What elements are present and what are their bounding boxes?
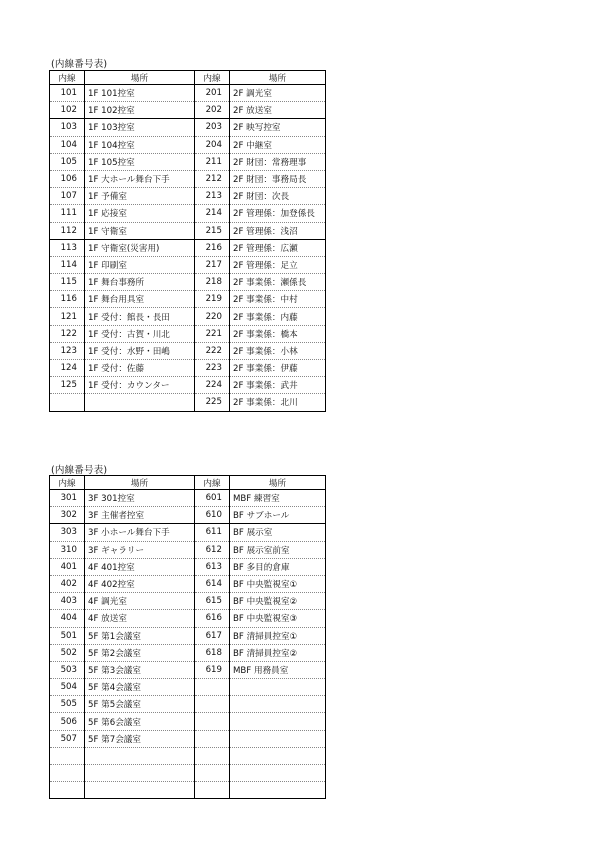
extension-number-cell xyxy=(195,747,230,764)
extension-number-cell xyxy=(195,765,230,782)
extension-number-cell: 215 xyxy=(195,222,230,239)
extension-number-cell: 507 xyxy=(50,730,85,747)
extension-number-cell xyxy=(195,696,230,713)
location-cell: 2F 管理係：浅沼 xyxy=(230,222,326,239)
extension-number-cell: 506 xyxy=(50,713,85,730)
location-cell: 1F 印刷室 xyxy=(85,256,195,273)
location-cell: BF 展示室 xyxy=(230,524,326,541)
location-cell: 1F 守衛室(災害用) xyxy=(85,239,195,256)
location-cell: BF 展示室前室 xyxy=(230,541,326,558)
extension-number-cell xyxy=(195,679,230,696)
extension-number-cell: 217 xyxy=(195,256,230,273)
location-cell: 5F 第3会議室 xyxy=(85,661,195,678)
extension-number-cell: 219 xyxy=(195,291,230,308)
table-row xyxy=(50,782,326,799)
location-cell xyxy=(85,394,195,411)
extension-number-cell: 220 xyxy=(195,308,230,325)
extension-number-cell: 111 xyxy=(50,205,85,222)
extension-number-cell: 214 xyxy=(195,205,230,222)
table-row xyxy=(50,274,326,291)
location-cell: 3F 301控室 xyxy=(85,490,195,507)
location-cell: 1F 105控室 xyxy=(85,153,195,170)
location-cell: 1F 受付：古賀・川北 xyxy=(85,325,195,342)
extension-number-cell: 223 xyxy=(195,360,230,377)
extension-number-cell: 618 xyxy=(195,644,230,661)
extension-number-cell xyxy=(195,730,230,747)
extension-number-cell xyxy=(195,713,230,730)
table-row xyxy=(50,661,326,678)
location-cell: 2F 放送室 xyxy=(230,102,326,119)
extension-number-cell: 601 xyxy=(195,490,230,507)
extension-number-cell: 218 xyxy=(195,274,230,291)
location-cell: 1F 101控室 xyxy=(85,85,195,102)
header-place: 場所 xyxy=(85,71,195,85)
location-cell: 2F 財団：次長 xyxy=(230,188,326,205)
header-place: 場所 xyxy=(230,476,326,490)
extension-number-cell xyxy=(50,765,85,782)
location-cell: 1F 大ホール舞台下手 xyxy=(85,170,195,187)
extension-number-cell: 221 xyxy=(195,325,230,342)
location-cell: 1F 102控室 xyxy=(85,102,195,119)
location-cell: 2F 事業係：伊藤 xyxy=(230,360,326,377)
table-row xyxy=(50,291,326,308)
extension-number-cell: 611 xyxy=(195,524,230,541)
extension-number-cell: 204 xyxy=(195,136,230,153)
location-cell: 5F 第6会議室 xyxy=(85,713,195,730)
table-row xyxy=(50,222,326,239)
extension-number-cell: 103 xyxy=(50,119,85,136)
header-extension: 内線 xyxy=(50,476,85,490)
location-cell: 4F 401控室 xyxy=(85,558,195,575)
extension-number-cell: 115 xyxy=(50,274,85,291)
extension-number-cell: 612 xyxy=(195,541,230,558)
location-cell: 2F 財団：常務理事 xyxy=(230,153,326,170)
location-cell: 1F 守衛室 xyxy=(85,222,195,239)
table-row xyxy=(50,558,326,575)
extension-number-cell: 617 xyxy=(195,627,230,644)
extension-number-cell: 216 xyxy=(195,239,230,256)
extension-number-cell: 224 xyxy=(195,377,230,394)
header-extension: 内線 xyxy=(50,71,85,85)
location-cell: 2F 管理係：加登係長 xyxy=(230,205,326,222)
location-cell xyxy=(230,679,326,696)
location-cell: 3F 主催者控室 xyxy=(85,507,195,524)
location-cell xyxy=(230,696,326,713)
extension-number-cell: 105 xyxy=(50,153,85,170)
extension-table-1 xyxy=(49,70,326,412)
table-row xyxy=(50,360,326,377)
location-cell: 1F 舞台用具室 xyxy=(85,291,195,308)
extension-number-cell: 116 xyxy=(50,291,85,308)
location-cell: 5F 第4会議室 xyxy=(85,679,195,696)
extension-number-cell: 212 xyxy=(195,170,230,187)
table-row xyxy=(50,575,326,592)
location-cell: 2F 管理係：足立 xyxy=(230,256,326,273)
table-row xyxy=(50,136,326,153)
extension-number-cell xyxy=(195,782,230,799)
location-cell: 5F 第1会議室 xyxy=(85,627,195,644)
location-cell: 2F 事業係：武井 xyxy=(230,377,326,394)
table-row xyxy=(50,679,326,696)
location-cell: BF 清掃員控室① xyxy=(230,627,326,644)
extension-number-cell: 203 xyxy=(195,119,230,136)
table-row xyxy=(50,730,326,747)
table-row xyxy=(50,153,326,170)
table-row xyxy=(50,524,326,541)
location-cell: 1F 受付：佐藤 xyxy=(85,360,195,377)
table-row xyxy=(50,593,326,610)
table-row xyxy=(50,747,326,764)
location-cell: 5F 第7会議室 xyxy=(85,730,195,747)
location-cell: 1F 応接室 xyxy=(85,205,195,222)
extension-number-cell: 125 xyxy=(50,377,85,394)
extension-number-cell: 112 xyxy=(50,222,85,239)
table-header-row xyxy=(50,476,326,490)
header-extension: 内線 xyxy=(195,476,230,490)
location-cell: MBF 練習室 xyxy=(230,490,326,507)
extension-number-cell: 614 xyxy=(195,575,230,592)
extension-number-cell: 402 xyxy=(50,575,85,592)
location-cell: 1F 予備室 xyxy=(85,188,195,205)
location-cell: BF 清掃員控室② xyxy=(230,644,326,661)
extension-number-cell: 502 xyxy=(50,644,85,661)
table-row xyxy=(50,325,326,342)
location-cell: 2F 調光室 xyxy=(230,85,326,102)
location-cell: 2F 財団：事務局長 xyxy=(230,170,326,187)
location-cell xyxy=(230,713,326,730)
extension-number-cell xyxy=(50,394,85,411)
table-row xyxy=(50,119,326,136)
extension-number-cell: 501 xyxy=(50,627,85,644)
table-row xyxy=(50,342,326,359)
extension-number-cell: 222 xyxy=(195,342,230,359)
location-cell: 1F 受付：カウンター xyxy=(85,377,195,394)
table-row xyxy=(50,696,326,713)
location-cell: 1F 受付：館長・長田 xyxy=(85,308,195,325)
extension-number-cell: 403 xyxy=(50,593,85,610)
location-cell: BF 中央監視室② xyxy=(230,593,326,610)
location-cell: 2F 事業係：北川 xyxy=(230,394,326,411)
table-row xyxy=(50,256,326,273)
location-cell: 5F 第5会議室 xyxy=(85,696,195,713)
extension-number-cell: 613 xyxy=(195,558,230,575)
extension-number-cell: 401 xyxy=(50,558,85,575)
extension-table-2 xyxy=(49,475,326,799)
table-row xyxy=(50,507,326,524)
extension-number-cell: 202 xyxy=(195,102,230,119)
table-row xyxy=(50,308,326,325)
table-row xyxy=(50,102,326,119)
location-cell: 3F ギャラリー xyxy=(85,541,195,558)
table-row xyxy=(50,85,326,102)
location-cell: 1F 受付：水野・田嶋 xyxy=(85,342,195,359)
extension-number-cell: 616 xyxy=(195,610,230,627)
table-row xyxy=(50,541,326,558)
location-cell xyxy=(230,782,326,799)
extension-number-cell: 619 xyxy=(195,661,230,678)
extension-number-cell: 503 xyxy=(50,661,85,678)
table-row xyxy=(50,627,326,644)
location-cell: 3F 小ホール舞台下手 xyxy=(85,524,195,541)
header-place: 場所 xyxy=(85,476,195,490)
location-cell: 1F 舞台事務所 xyxy=(85,274,195,291)
table-row xyxy=(50,644,326,661)
table-row xyxy=(50,610,326,627)
extension-number-cell: 201 xyxy=(195,85,230,102)
location-cell: 4F 調光室 xyxy=(85,593,195,610)
extension-number-cell: 302 xyxy=(50,507,85,524)
location-cell xyxy=(85,747,195,764)
extension-number-cell: 123 xyxy=(50,342,85,359)
location-cell: 2F 事業係：瀬係長 xyxy=(230,274,326,291)
location-cell: 2F 事業係：内藤 xyxy=(230,308,326,325)
location-cell: 2F 管理係：広瀬 xyxy=(230,239,326,256)
extension-number-cell: 404 xyxy=(50,610,85,627)
location-cell: 2F 映写控室 xyxy=(230,119,326,136)
location-cell: 1F 103控室 xyxy=(85,119,195,136)
table-row xyxy=(50,490,326,507)
extension-number-cell: 303 xyxy=(50,524,85,541)
location-cell xyxy=(230,765,326,782)
location-cell xyxy=(230,730,326,747)
location-cell xyxy=(230,747,326,764)
location-cell: 4F 放送室 xyxy=(85,610,195,627)
header-place: 場所 xyxy=(230,71,326,85)
extension-number-cell: 101 xyxy=(50,85,85,102)
extension-number-cell xyxy=(50,782,85,799)
location-cell: MBF 用務員室 xyxy=(230,661,326,678)
location-cell: BF 多目的倉庫 xyxy=(230,558,326,575)
table-row xyxy=(50,170,326,187)
extension-number-cell: 121 xyxy=(50,308,85,325)
location-cell: 5F 第2会議室 xyxy=(85,644,195,661)
extension-number-cell: 124 xyxy=(50,360,85,377)
table2-caption: (内線番号表) xyxy=(51,465,108,476)
table-header-row xyxy=(50,71,326,85)
extension-number-cell: 310 xyxy=(50,541,85,558)
table-row xyxy=(50,713,326,730)
location-cell: 2F 事業係：橋本 xyxy=(230,325,326,342)
table-row xyxy=(50,239,326,256)
location-cell: 2F 事業係：小林 xyxy=(230,342,326,359)
table-row xyxy=(50,765,326,782)
table-row xyxy=(50,394,326,411)
location-cell: BF 中央監視室③ xyxy=(230,610,326,627)
extension-number-cell: 615 xyxy=(195,593,230,610)
table-row xyxy=(50,188,326,205)
location-cell: BF 中央監視室① xyxy=(230,575,326,592)
location-cell: 1F 104控室 xyxy=(85,136,195,153)
extension-number-cell: 213 xyxy=(195,188,230,205)
location-cell xyxy=(85,765,195,782)
extension-number-cell: 104 xyxy=(50,136,85,153)
header-extension: 内線 xyxy=(195,71,230,85)
extension-number-cell: 504 xyxy=(50,679,85,696)
extension-number-cell: 211 xyxy=(195,153,230,170)
extension-number-cell: 122 xyxy=(50,325,85,342)
location-cell: BF サブホール xyxy=(230,507,326,524)
extension-number-cell: 505 xyxy=(50,696,85,713)
extension-number-cell: 610 xyxy=(195,507,230,524)
extension-number-cell: 114 xyxy=(50,256,85,273)
location-cell: 2F 事業係：中村 xyxy=(230,291,326,308)
extension-number-cell: 106 xyxy=(50,170,85,187)
extension-number-cell: 301 xyxy=(50,490,85,507)
extension-number-cell: 113 xyxy=(50,239,85,256)
extension-number-cell: 225 xyxy=(195,394,230,411)
location-cell: 4F 402控室 xyxy=(85,575,195,592)
extension-number-cell: 107 xyxy=(50,188,85,205)
table1-caption: (内線番号表) xyxy=(51,59,108,70)
extension-number-cell xyxy=(50,747,85,764)
extension-number-cell: 102 xyxy=(50,102,85,119)
table-row xyxy=(50,377,326,394)
location-cell xyxy=(85,782,195,799)
table-row xyxy=(50,205,326,222)
location-cell: 2F 中継室 xyxy=(230,136,326,153)
